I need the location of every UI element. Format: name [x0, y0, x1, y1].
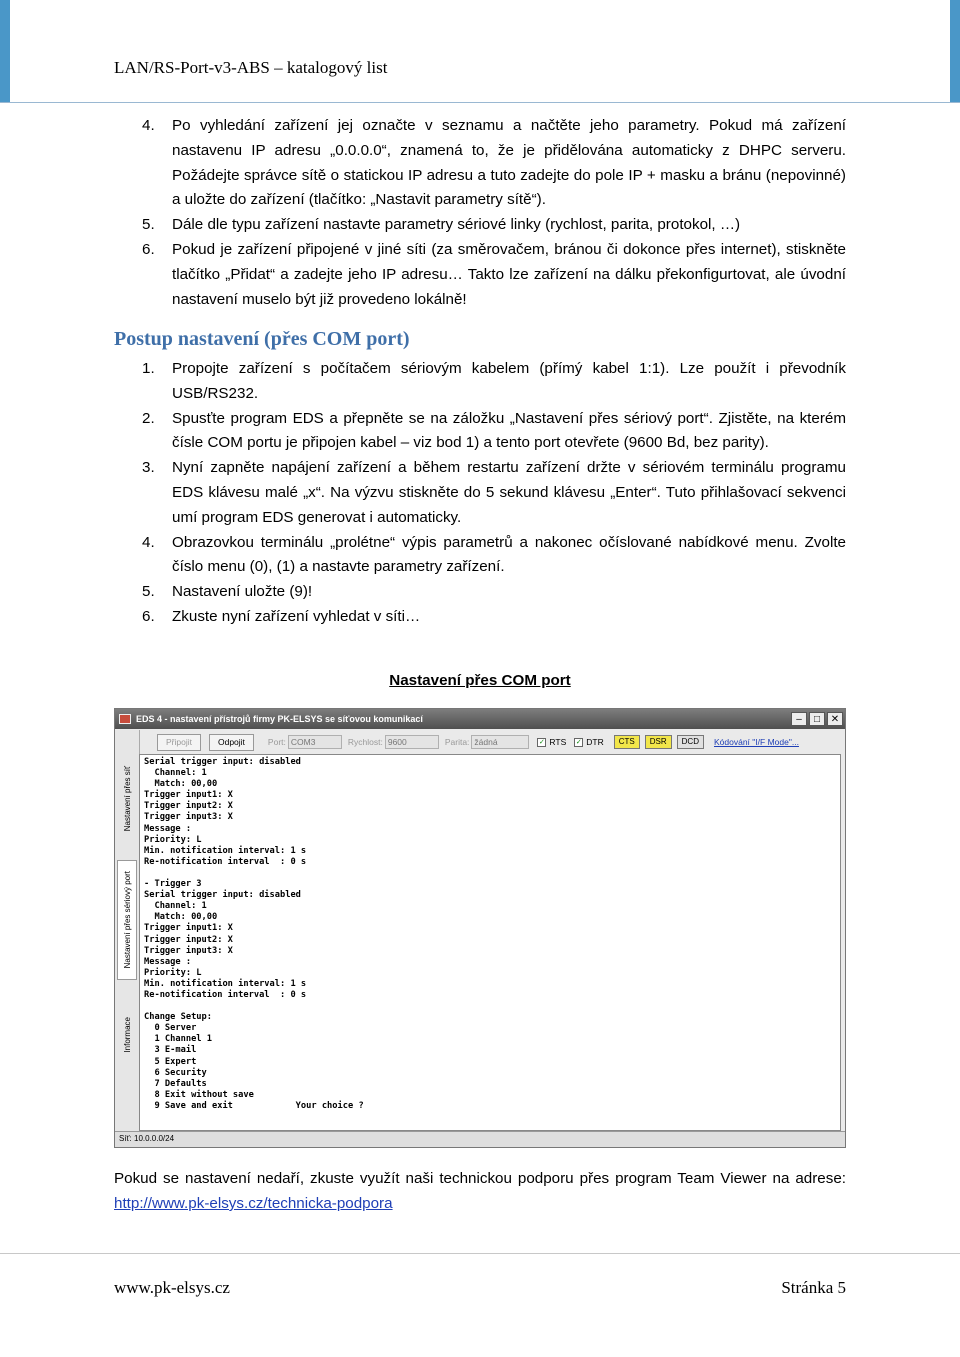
list-item-text: Po vyhledání zařízení jej označte v seznamu a načtěte jeho parametry. Pokud má zařízení nastavenu IP adresu „0.0.0.0“, znamená to, že je přidělována automaticky z DHPC serveru. Požádejte správce sítě o statickou IP adresu a tuto zadejte do pole IP + masku a bránu (nepovinné) a uložte do zařízení (tlačítko: „Nastavit parametry sítě“).: [172, 117, 846, 209]
port-select[interactable]: COM3: [288, 735, 342, 749]
header-right-accent-bar: [950, 0, 960, 102]
parity-label: Parita:: [444, 737, 470, 747]
terminal-line: Re-notification interval : 0 s: [144, 856, 307, 867]
terminal-line: Priority: L: [144, 967, 202, 978]
cts-indicator: CTS: [614, 735, 640, 749]
window-titlebar: [115, 709, 845, 729]
header-divider: [0, 102, 960, 103]
terminal-line: 8 Exit without save: [144, 1089, 254, 1100]
list-item-text: Nastavení uložte (9)!: [172, 583, 313, 601]
connect-button[interactable]: Připojit: [157, 734, 201, 751]
terminal-line: Min. notification interval: 1 s: [144, 845, 307, 856]
instruction-list-network: [114, 114, 846, 312]
terminal-line: Re-notification interval : 0 s: [144, 989, 307, 1000]
list-item-number: 4.: [142, 533, 155, 551]
terminal-line: Min. notification interval: 1 s: [144, 978, 307, 989]
dcd-indicator: DCD: [677, 735, 704, 749]
close-button[interactable]: ✕: [827, 712, 843, 726]
terminal-line: Channel: 1: [144, 901, 207, 912]
list-item-number: 5.: [142, 583, 155, 601]
terminal-line: Match: 00,00: [144, 912, 218, 923]
tab-info[interactable]: [117, 1000, 137, 1070]
list-item-text: Pokud je zařízení připojené v jiné síti (za směrovačem, bránou či dokonce přes internet), stiskněte tlačítko „Přidat“ a zadejte jeho IP adresu… Takto lze zařízení na dálku překonfigurtovat, ale úvodní nastavení muselo být již provedeno lokálně!: [172, 240, 846, 308]
support-link[interactable]: http://www.pk-elsys.cz/technicka-podpora: [114, 1195, 393, 1212]
terminal-line: 3 E-mail: [144, 1045, 197, 1056]
terminal-line: Trigger input3: X: [144, 812, 233, 823]
list-item-text: Obrazovkou terminálu „prolétne“ výpis parametrů a nakonec očíslované nabídkové menu. Zvolte číslo menu (0), (1) a nastavte parametry zařízení.: [172, 533, 846, 576]
list-item-number: 2.: [142, 409, 155, 427]
terminal-line: Message :: [144, 823, 192, 834]
tab-serial[interactable]: [117, 860, 137, 980]
dtr-check-icon: ✓: [575, 738, 582, 746]
tab-serial-label: Nastavení přes sériový port: [122, 871, 132, 969]
terminal-line: [144, 1001, 836, 1012]
list-item-text: Dále dle typu zařízení nastavte parametry sériové linky (rychlost, parita, protokol, …): [172, 216, 741, 234]
list-item-number: 3.: [142, 459, 155, 477]
terminal-line: Serial trigger input: disabled: [144, 757, 301, 767]
terminal-line: 0 Server: [144, 1023, 197, 1034]
terminal-line: Match: 00,00: [144, 779, 218, 790]
terminal-line: Serial trigger input: disabled: [144, 890, 301, 901]
terminal-line: [144, 868, 836, 879]
footer-website: www.pk-elsys.cz: [114, 1278, 230, 1297]
list-item: [114, 357, 846, 407]
dsr-indicator: DSR: [645, 735, 672, 749]
header-left-accent-bar: [0, 0, 10, 102]
terminal-line: Trigger input2: X: [144, 934, 233, 945]
serial-terminal[interactable]: [139, 754, 841, 1131]
header-title: LAN/RS-Port-v3-ABS – katalogový list: [114, 58, 388, 77]
list-item-text: Spusťte program EDS a přepněte se na záložku „Nastavení přes sériový port“. Zjistěte, na kterém čísle COM portu je připojen kabel – viz bod 1) a tento port otevřete (9600 Bd, bez parity).: [172, 409, 846, 452]
instruction-list-com-port: [114, 357, 846, 630]
terminal-line: 1 Channel 1: [144, 1034, 212, 1045]
terminal-line: Change Setup:: [144, 1012, 212, 1023]
list-item-text: Zkuste nyní zařízení vyhledat v síti…: [172, 607, 421, 625]
disconnect-button[interactable]: Odpojit: [209, 734, 254, 751]
terminal-line: Trigger input1: X: [144, 790, 233, 801]
tab-network-label: Nastavení přes síť: [122, 766, 132, 832]
terminal-line: Trigger input2: X: [144, 801, 233, 812]
list-item: [114, 605, 846, 630]
status-bar: Síť: 10.0.0.0/24: [115, 1131, 845, 1147]
rts-check-icon: ✓: [538, 738, 545, 746]
maximize-button[interactable]: □: [809, 712, 825, 726]
terminal-line: 6 Security: [144, 1067, 207, 1078]
terminal-line: Trigger input1: X: [144, 923, 233, 934]
list-item-text: Nyní zapněte napájení zařízení a během restartu zařízení držte v sériovém terminálu programu EDS klávesu malé „x“. Na výzvu stiskněte do 5 sekund klávesu „Enter“. Tuto přihlašovací sekvenci umí program EDS generovat i automaticky.: [172, 459, 846, 526]
list-item-number: 4.: [142, 117, 155, 134]
list-item: [114, 456, 846, 530]
section-heading: Postup nastavení (přes COM port): [114, 328, 410, 350]
rts-label: RTS: [549, 737, 567, 747]
support-text: Pokud se nastavení nedaří, zkuste využít naši technickou podporu přes program Team Viewer na adrese:: [114, 1170, 846, 1187]
terminal-line: Priority: L: [144, 834, 202, 845]
app-icon: [119, 714, 131, 724]
parity-select[interactable]: žádná: [471, 735, 529, 749]
window-title: EDS 4 - nastavení přístrojů firmy PK-ELSYS se síťovou komunikací: [136, 714, 423, 724]
footer-divider: [0, 1253, 960, 1254]
dtr-label: DTR: [586, 737, 604, 747]
port-label: Port:: [267, 737, 286, 747]
terminal-line: - Trigger 3: [144, 879, 202, 890]
tab-network[interactable]: [117, 744, 137, 854]
side-tab-strip: [115, 730, 140, 1133]
list-item: [114, 114, 846, 213]
list-item-number: 1.: [142, 360, 155, 377]
terminal-line: 7 Defaults: [144, 1078, 207, 1089]
dtr-checkbox[interactable]: [574, 737, 603, 747]
encoding-link[interactable]: Kódování "I/F Mode"...: [714, 737, 799, 747]
support-paragraph: [114, 1166, 846, 1216]
list-item: [114, 580, 846, 605]
terminal-line: Channel: 1: [144, 768, 207, 779]
terminal-line: Trigger input3: X: [144, 945, 233, 956]
list-item-number: 5.: [142, 216, 155, 234]
list-item-text: Propojte zařízení s počítačem sériovým kabelem (přímý kabel 1:1). Lze použít i převodník USB/RS232.: [172, 360, 846, 402]
speed-label: Rychlost:: [347, 737, 383, 747]
rts-checkbox[interactable]: [537, 737, 566, 747]
speed-select[interactable]: 9600: [385, 735, 439, 749]
terminal-line: Message :: [144, 956, 192, 967]
terminal-line: 9 Save and exit Your choice ?: [144, 1100, 369, 1111]
eds-app-window: [114, 708, 846, 1148]
list-item-number: 6.: [142, 607, 155, 625]
footer-page-number: Stránka 5: [781, 1278, 846, 1297]
list-item-number: 6.: [142, 240, 155, 258]
tab-info-label: Informace: [122, 1017, 132, 1053]
figure-caption: Nastavení přes COM port: [389, 672, 571, 689]
list-item: [114, 238, 846, 312]
list-item: [114, 531, 846, 581]
minimize-button[interactable]: –: [791, 712, 807, 726]
toolbar: [139, 730, 845, 754]
list-item: [114, 213, 846, 238]
terminal-line: 5 Expert: [144, 1056, 197, 1067]
list-item: [114, 407, 846, 457]
